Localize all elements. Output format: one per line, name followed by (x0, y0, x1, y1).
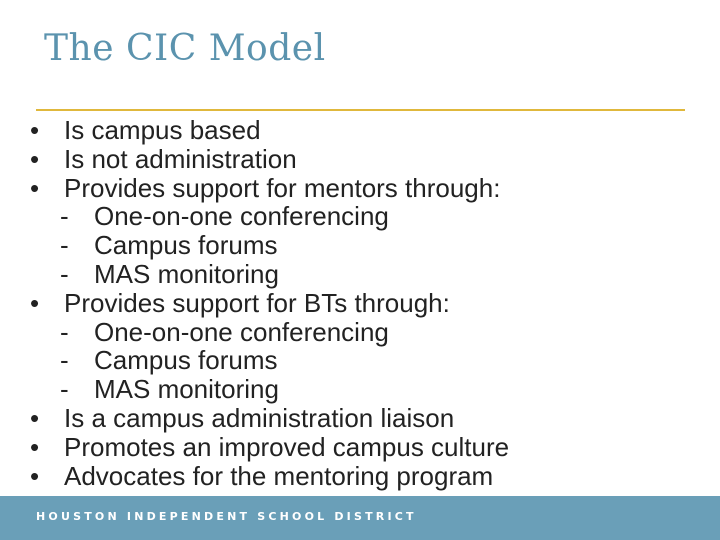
dash-marker: - (60, 374, 69, 405)
bullet-item (30, 145, 700, 174)
bullet-marker: • (30, 460, 40, 491)
bullet-marker: • (30, 402, 40, 433)
bullet-text: Is campus based (64, 115, 261, 145)
sub-item-text: MAS monitoring (94, 258, 279, 289)
bullet-marker: • (30, 287, 40, 318)
sub-item-text: Campus forums (94, 345, 278, 376)
dash-marker: - (60, 316, 69, 347)
slide-title: The CIC Model (44, 28, 326, 69)
bullet-marker: • (30, 143, 40, 174)
sub-item (30, 231, 700, 260)
dash-marker: - (60, 230, 69, 261)
sub-item (30, 375, 700, 404)
bullet-marker: • (30, 431, 40, 462)
bullet-text: Is a campus administration liaison (64, 402, 455, 433)
bullet-item (30, 116, 700, 145)
sub-item (30, 260, 700, 289)
bullet-item (30, 462, 700, 491)
sub-item (30, 202, 700, 231)
bullet-item (30, 174, 700, 203)
dash-marker: - (60, 258, 69, 289)
sub-item-text: MAS monitoring (94, 374, 279, 405)
bullet-marker: • (30, 172, 40, 203)
bullet-item (30, 404, 700, 433)
dash-marker: - (60, 201, 69, 232)
sub-item (30, 346, 700, 375)
sub-item (30, 318, 700, 347)
footer-bar (0, 496, 720, 540)
bullet-item (30, 289, 700, 318)
bullet-marker: • (30, 115, 40, 145)
bullet-item (30, 433, 700, 462)
bullet-text: Provides support for mentors through: (64, 172, 501, 203)
footer-text: HOUSTON INDEPENDENT SCHOOL DISTRICT (36, 510, 417, 523)
sub-item-text: Campus forums (94, 230, 278, 261)
sub-item-text: One-on-one conferencing (94, 201, 389, 232)
title-divider (36, 109, 685, 111)
bullet-list (30, 116, 700, 490)
bullet-text: Provides support for BTs through: (64, 287, 450, 318)
sub-item-text: One-on-one conferencing (94, 316, 389, 347)
bullet-text: Promotes an improved campus culture (64, 431, 510, 462)
bullet-text: Advocates for the mentoring program (64, 460, 494, 491)
dash-marker: - (60, 345, 69, 376)
bullet-text: Is not administration (64, 143, 297, 174)
